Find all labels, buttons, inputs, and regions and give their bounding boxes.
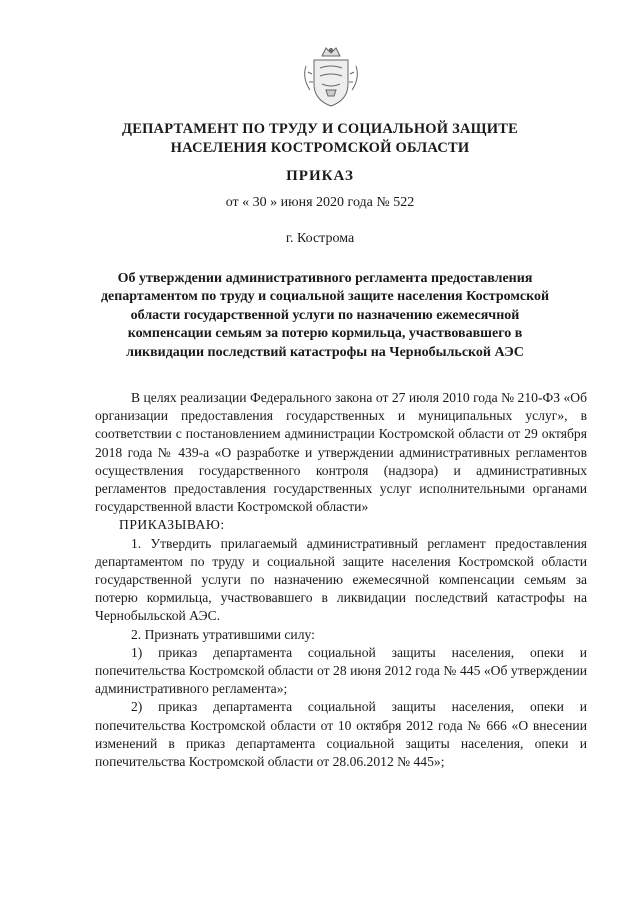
document-type: ПРИКАЗ (286, 168, 354, 184)
issue-city: г. Кострома (285, 231, 355, 246)
department-name-line1: ДЕПАРТАМЕНТ ПО ТРУДУ И СОЦИАЛЬНОЙ ЗАЩИТЕ (122, 121, 518, 137)
order-body (95, 389, 587, 771)
order-date-number: от « 30 » июня 2020 года № 522 (225, 195, 415, 210)
order-item-1: 1. Утвердить прилагаемый административный регламент предоставления департаментом по труду и социальной защите населения Костромской области государственной услуги по назначению ежемесячной компенсации семьям за потерю кормильца, участвовавшего в ликвидации последствий катастрофы на Чернобыльской АЭС. (95, 535, 587, 624)
order-subject: Об утверждении административного регламента предоставления департаментом по труду и социальной защите населения Костромской области государственной услуги по назначению ежемесячной компенсации семьям за потерю кормильца, участвовавшего в ликвидации последствий катастрофы на Чернобыльской АЭС (100, 271, 550, 360)
order-item-2: 2. Признать утратившими силу: (131, 626, 315, 642)
coat-of-arms-emblem (300, 44, 362, 110)
order-item-2-1: 1) приказ департамента социальной защиты населения, опеки и попечительства Костромской области от 28 июня 2012 года № 445 «Об утверждении административного регламента»; (95, 644, 587, 697)
department-name-line2: НАСЕЛЕНИЯ КОСТРОМСКОЙ ОБЛАСТИ (170, 140, 470, 156)
preamble-paragraph: В целях реализации Федерального закона от 27 июля 2010 года № 210-ФЗ «Об организации предоставления государственных и муниципальных услуг», в соответствии с постановлением администрации Костромской области от 29 октября 2018 года № 439-а «О разработке и утверждении административных регламентов осуществления государственного контроля (надзора) и административных регламентов предоставления государственных услуг исполнительными органами государственной власти Костромской области» (95, 390, 587, 515)
order-keyword: ПРИКАЗЫВАЮ: (119, 517, 225, 533)
department-name (90, 120, 550, 158)
order-item-2-2: 2) приказ департамента социальной защиты населения, опеки и попечительства Костромской области от 10 октября 2012 года № 666 «О внесении изменений в приказ департамента социальной защиты населения, опеки и попечительства Костромской области от 28.06.2012 № 445»; (95, 699, 587, 770)
